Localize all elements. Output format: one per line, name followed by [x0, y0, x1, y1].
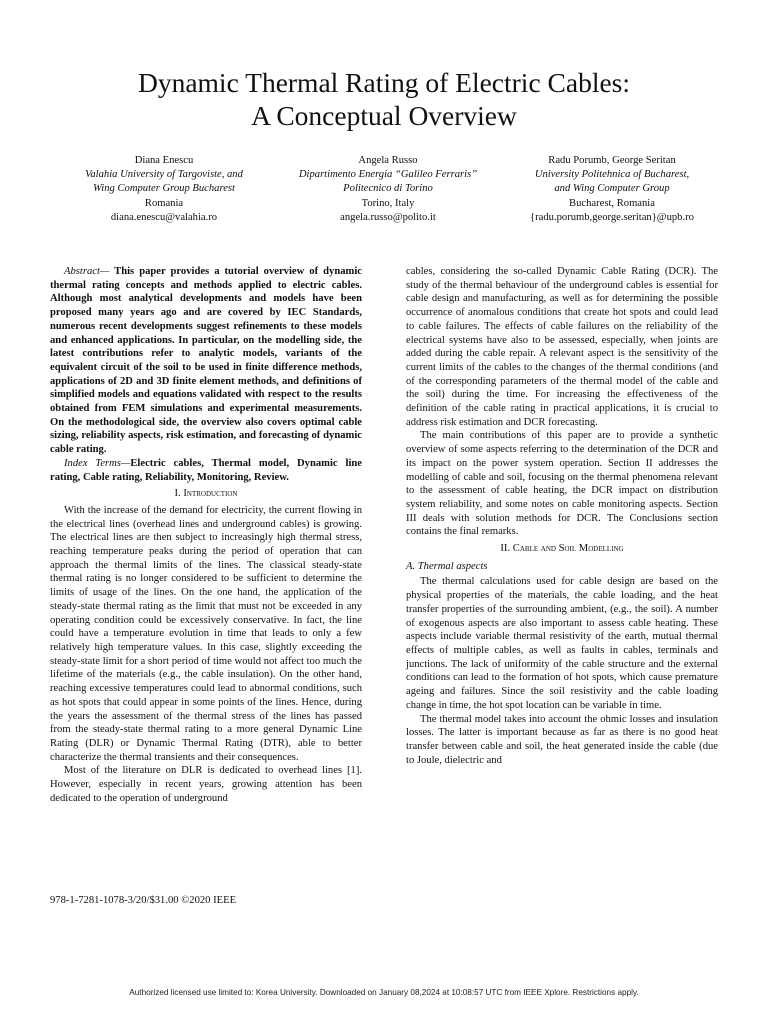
author-name: Radu Porumb, George Seritan [548, 155, 676, 166]
author-affiliation: and Wing Computer Group [554, 183, 670, 195]
author-3 [500, 154, 724, 225]
section2-paragraph-1: The thermal calculations used for cable design are based on the physical properties of the materials, the cable loading, and the heat transfer properties of the surrounding ambient, (e.g., the soil). A number of exogenous aspects are also important to assess cable heating. These aspects include variable thermal resistivity of the earth, mutual thermal effects of multiple cables, as well as faults in cables, terminals and junctions. The lack of uniformity of the cable structure and the external conditions can lead to the formation of hot spots, which cause premature ageing and failures. Since the soil resistivity and the cable loading change in time, the hot spot location can be variable in time. [406, 576, 718, 711]
left-column [50, 265, 362, 805]
author-1 [52, 154, 276, 225]
right-column [406, 265, 718, 767]
author-affiliation: Valahia University of Targoviste, and [85, 169, 243, 181]
author-name: Diana Enescu [134, 155, 194, 166]
intro-paragraph-4: The main contributions of this paper are to provide a synthetic overview of some aspects referring to the determination of the DCR and its impact on the power system operation. Section II addresses the modelling of cable and soil, focusing on the thermal phenomena relevant to the assessment of cable heating, the DCR impact on distribution system reliability, and some notes on cable monitoring aspects. Section III deals with solution methods for DCR. The Conclusions section contains the final remarks. [406, 430, 718, 538]
author-block [52, 154, 724, 225]
paper-title [40, 66, 728, 132]
title-line-1: Dynamic Thermal Rating of Electric Cables: [137, 67, 631, 98]
index-terms-label: Index Terms— [64, 457, 131, 469]
abstract-label: Abstract— [64, 266, 110, 277]
section-number: II. [500, 543, 511, 555]
section-heading-introduction [50, 487, 362, 501]
section-title: Cable and Soil Modelling [512, 543, 624, 555]
author-2 [276, 154, 500, 225]
section-title: Introduction [183, 488, 238, 500]
abstract [50, 265, 362, 457]
index-terms [50, 457, 362, 484]
section2-paragraph-2: The thermal model takes into account the ohmic losses and insulation losses. The latter is important because as far as there is no good heat transfer between cable and soil, the heat generated inside the cable (due to Joule, dielectric and [406, 713, 718, 766]
isbn-copyright: 978-1-7281-1078-3/20/$31.00 ©2020 IEEE [50, 895, 237, 906]
intro-paragraph-2: Most of the literature on DLR is dedicated to overhead lines [1]. However, especially in recent years, growing attention has been dedicated to the operation of underground [50, 765, 362, 804]
author-location: Romania [144, 197, 184, 209]
author-email: diana.enescu@valahia.ro [110, 211, 218, 223]
author-name: Angela Russo [358, 155, 418, 166]
index-terms-text: Electric cables, Thermal model, Dynamic line rating, Cable rating, Reliability, Monitoring, Review. [50, 457, 362, 483]
section-heading-cable-soil [406, 542, 718, 556]
abstract-text: This paper provides a tutorial overview of dynamic thermal rating concepts and methods applied to electric cables. Although most analytical developments and models have been proposed many years ago and are covered by IEC Standards, numerous recent developments suggest refinements to these models and enhanced applications. In particular, on the modelling side, the latest contributions refer to analytic models, variants of the equivalent circuit of the soil to be used in finite difference methods, applications of 2D and 3D finite element methods, and definitions of simplified models and equations validated with respect to the results obtained from FEM simulations and experimental measurements. On the methodological side, the overview also covers optimal cable sizing, reliability aspects, risk estimation, and forecasting of dynamic cable rating. [50, 266, 362, 456]
author-email: angela.russo@polito.it [340, 211, 436, 223]
author-email: {radu.porumb,george.seritan}@upb.ro [530, 211, 694, 223]
author-affiliation: University Politehnica of Bucharest, [534, 169, 690, 181]
title-line-2: A Conceptual Overview [251, 100, 517, 131]
subsection-heading-thermal: A. Thermal aspects [406, 560, 488, 572]
author-affiliation: Politecnico di Torino [343, 183, 433, 195]
author-location: Torino, Italy [361, 197, 415, 209]
intro-paragraph-3: cables, considering the so-called Dynamic Cable Rating (DCR). The study of the thermal behaviour of the underground cables is essential for cable design and manufacturing, as well as for determining the possible occurrence of anomalous conditions that create hot spots and could lead to cable failures. The effects of cable failures on the reliability of the electrical systems have also to be assessed, especially, when joints are added during the cable repair. A relevant aspect is the sensitivity of the current limits of the cables to the changes of the thermal conditions (and of the corresponding parameters of the thermal model of the cable and the soil) during the time. For increasing the effectiveness of the definition of the cable rating in practical applications, it is crucial to address risk estimation and DCR forecasting. [406, 266, 718, 428]
intro-paragraph-1: With the increase of the demand for electricity, the current flowing in the electrical lines (overhead lines and underground cables) is growing. The electrical lines are then subject to increasingly high thermal stress, reaching temperature peaks during the period of operation that can approach the thermal limits of the lines. The classical steady-state thermal rating is no longer considered to be sufficient to determine the limits of usage of the lines. On the one hand, the application of the steady-state thermal rating as the limit that must not be exceeded in any operating condition could be excessively conservative. In fact, the line could have a temperature evolution in time that leads to only a few relatively high temperature values. In this case, slightly exceeding the steady-state limit for a short period of time would not affect too much the lifetime of the materials (e.g., the cable insulation). On the other hand, reaching excessive temperatures could lead to abnormal conditions, such as hot spots that could appear in some points of the lines. Hence, during the years the assessment of the thermal stress of the lines has passed from the steady-state thermal rating to a more general Dynamic Line Rating (DLR) or Dynamic Thermal Rating (DTR), able to better characterize the thermal transients and their consequences. [50, 504, 362, 763]
author-affiliation: Wing Computer Group Bucharest [93, 183, 235, 195]
author-location: Bucharest, Romania [569, 197, 655, 209]
section-number: I. [174, 488, 181, 500]
license-footer: Authorized licensed use limited to: Korea University. Downloaded on January 08,2024 at 10:08:57 UTC from IEEE Xplore. Restrictions apply. [129, 988, 639, 997]
author-affiliation: Dipartimento Energia “Galileo Ferraris” [298, 169, 478, 181]
